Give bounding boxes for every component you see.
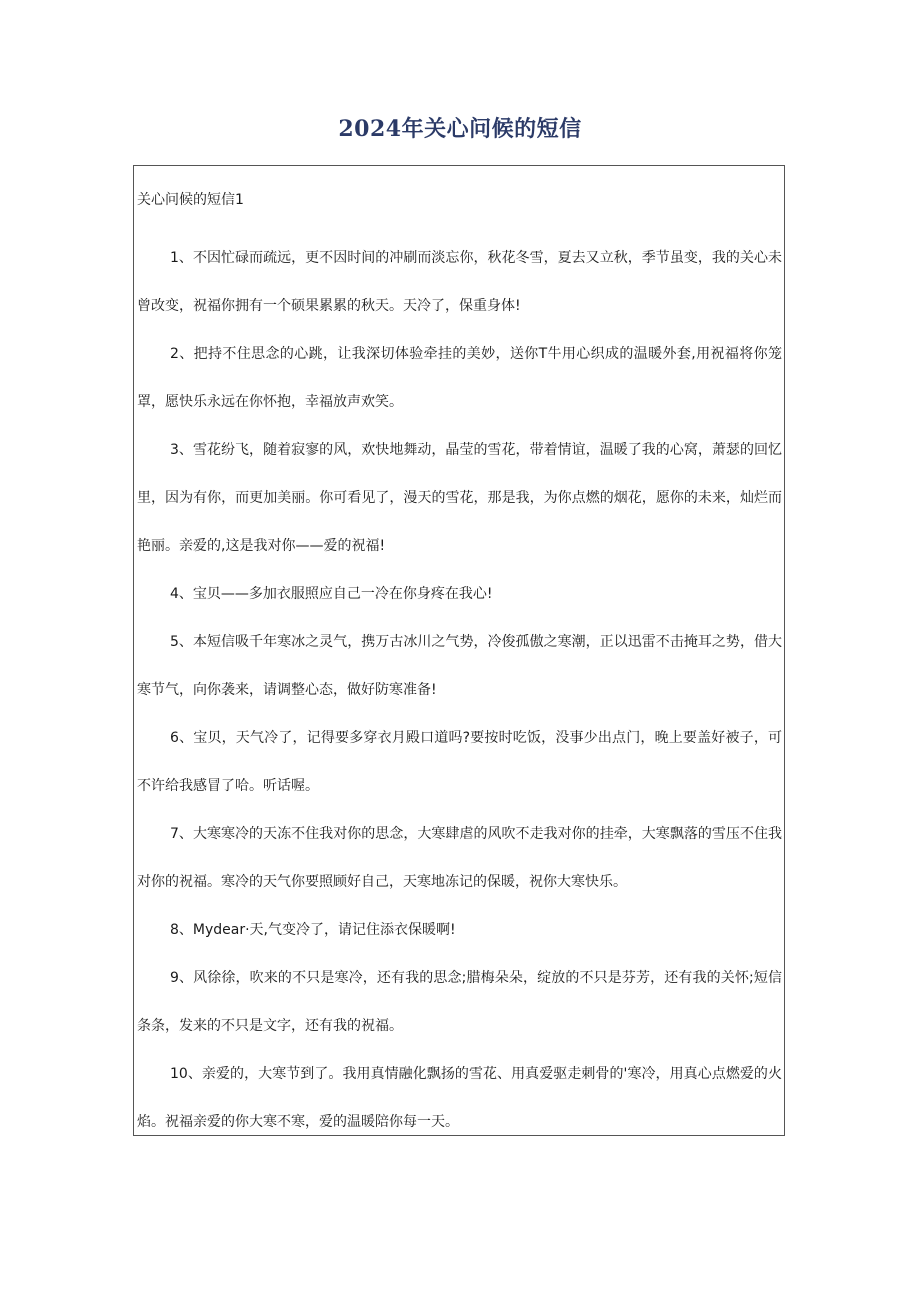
message-paragraph-4: 4、宝贝——多加衣服照应自己一冷在你身疼在我心! (170, 586, 493, 602)
section-heading: 关心问候的短信1 (137, 192, 244, 208)
page-title: 2024年关心问候的短信 (338, 116, 582, 142)
message-paragraph-7: 7、大寒寒冷的天冻不住我对你的思念，大寒肆虐的风吹不走我对你的挂牵，大寒飘落的雪压不住我对你的祝福。寒冷的天气你要照顾好自己，天寒地冻记的保暖，祝你大寒快乐。 (137, 826, 782, 890)
message-paragraph-3: 3、雪花纷飞，随着寂寥的风，欢快地舞动，晶莹的雪花，带着情谊，温暖了我的心窝，萧瑟的回忆里，因为有你，而更加美丽。你可看见了，漫天的雪花，那是我，为你点燃的烟花，愿你的未来，灿烂而艳丽。亲爱的,这是我对你——爱的祝福! (137, 442, 782, 554)
message-paragraph-5: 5、本短信吸千年寒冰之灵气，携万古冰川之气势，冷俊孤傲之寒潮，正以迅雷不击掩耳之势，借大寒节气，向你袭来，请调整心态，做好防寒准备! (137, 634, 782, 698)
message-paragraph-8: 8、Mydear·天,气变冷了，请记住添衣保暖啊! (170, 922, 456, 938)
message-paragraph-9: 9、风徐徐，吹来的不只是寒冷，还有我的思念;腊梅朵朵，绽放的不只是芬芳，还有我的关怀;短信条条，发来的不只是文字，还有我的祝福。 (137, 970, 782, 1034)
message-list (137, 234, 782, 1146)
message-paragraph-10: 10、亲爱的，大寒节到了。我用真情融化飘扬的雪花、用真爱驱走刺骨的'寒冷，用真心点燃爱的火焰。祝福亲爱的你大寒不寒，爱的温暖陪你每一天。 (137, 1066, 782, 1130)
message-paragraph-1: 1、不因忙碌而疏远，更不因时间的冲刷而淡忘你，秋花冬雪，夏去又立秋，季节虽变，我的关心未曾改变，祝福你拥有一个硕果累累的秋天。天冷了，保重身体! (137, 250, 782, 314)
message-paragraph-6: 6、宝贝，天气冷了，记得要多穿衣月殿口道吗?要按时吃饭，没事少出点门，晚上要盖好被子，可不许给我感冒了哈。听话喔。 (137, 730, 782, 794)
message-paragraph-2: 2、把持不住思念的心跳，让我深切体验牵挂的美妙，送你T牛用心织成的温暖外套,用祝福将你笼罩，愿快乐永远在你怀抱，幸福放声欢笑。 (137, 346, 782, 410)
content-table-cell (133, 165, 785, 1136)
